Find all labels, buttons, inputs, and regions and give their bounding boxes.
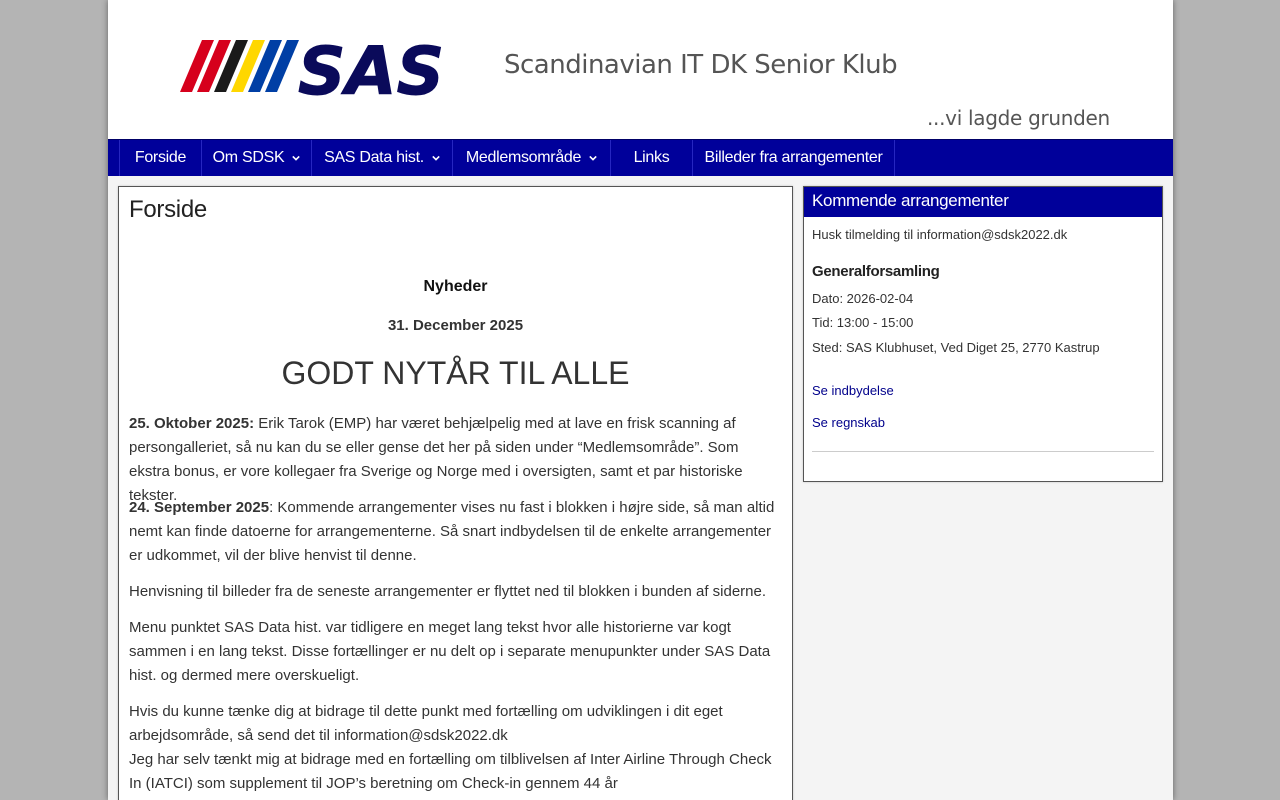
divider bbox=[812, 451, 1154, 452]
news-text: Erik Tarok (EMP) har været behjælpelig med at lave en frisk scanning af persongalleriet, så nu kan du se eller gense det her på siden under “Medlemsområde”. Som ekstra bonus, er vore kollegaer fra Sverige og Norge med i oversigten, samt et par historiske tekster. bbox=[129, 415, 743, 504]
main-content bbox=[118, 186, 793, 800]
chevron-down-icon bbox=[589, 154, 597, 162]
news-date-bold: 25. Oktober 2025: bbox=[129, 415, 255, 432]
nav-item-label: Billeder fra arrangementer bbox=[704, 149, 883, 166]
news-heading: Nyheder bbox=[423, 278, 488, 295]
nav-item-links[interactable] bbox=[610, 140, 692, 176]
news-text: : Kommende arrangementer vises nu fast i blokken i højre side, så man altid nemt kan finde datoerne for arrangementerne. Så snart indbydelsen til de enkelte arrangementer er udkommet, vil der blive henvist til denne. bbox=[129, 499, 775, 564]
news-date-bold: 24. September 2025 bbox=[129, 499, 270, 516]
site-tagline: ...vi lagde grunden bbox=[927, 106, 1110, 130]
news-paragraph-iatci: Jeg har selv tænkt mig at bidrage med en fortælling om tilblivelsen af Inter Airline Through Check In (IATCI) som supplement til JOP’s beretning om Check-in gennem 44 år bbox=[129, 751, 772, 792]
event-place: Sted: SAS Klubhuset, Ved Diget 25, 2770 Kastrup bbox=[812, 340, 1100, 355]
news-headline: GODT NYTÅR TIL ALLE bbox=[281, 355, 630, 391]
widget-title: Kommende arrangementer bbox=[804, 187, 1162, 217]
nav-item-billeder[interactable] bbox=[692, 140, 895, 176]
news-paragraph-september bbox=[129, 496, 781, 568]
nav-item-label: Om SDSK bbox=[212, 149, 285, 166]
invitation-link[interactable]: Se indbydelse bbox=[812, 383, 894, 398]
signup-reminder: Husk tilmelding til information@sdsk2022.dk bbox=[812, 227, 1068, 242]
page-title: Forside bbox=[129, 196, 207, 223]
main-navigation bbox=[108, 139, 1173, 176]
logo-text: SAS bbox=[298, 34, 445, 98]
nav-item-medlemsomraade[interactable] bbox=[452, 140, 610, 176]
event-time: Tid: 13:00 - 15:00 bbox=[812, 315, 914, 330]
site-header bbox=[108, 0, 1173, 139]
nav-item-label: Medlemsområde bbox=[465, 149, 582, 166]
accounts-link[interactable]: Se regnskab bbox=[812, 415, 885, 430]
nav-item-label: Forside bbox=[134, 149, 187, 166]
news-paragraph-oktober bbox=[129, 412, 781, 508]
chevron-down-icon bbox=[292, 154, 300, 162]
nav-item-forside[interactable] bbox=[119, 140, 201, 176]
site-title: Scandinavian IT DK Senior Klub bbox=[504, 50, 898, 80]
upcoming-events-widget bbox=[803, 186, 1163, 482]
nav-item-sas-data-hist[interactable] bbox=[311, 140, 452, 176]
page-container bbox=[108, 0, 1173, 800]
nav-item-om-sdsk[interactable] bbox=[201, 140, 311, 176]
news-date: 31. December 2025 bbox=[387, 317, 524, 334]
chevron-down-icon bbox=[432, 154, 440, 162]
event-date: Dato: 2026-02-04 bbox=[812, 291, 914, 306]
event-name: Generalforsamling bbox=[812, 263, 940, 280]
nav-item-label: SAS Data hist. bbox=[324, 149, 424, 166]
nav-item-label: Links bbox=[633, 149, 670, 166]
sas-logo[interactable] bbox=[180, 34, 480, 98]
news-paragraph-bidrag: Hvis du kunne tænke dig at bidrage til dette punkt med fortælling om udviklingen i dit eget arbejdsområde, så send det til information@sdsk2022.dk bbox=[129, 703, 723, 744]
news-paragraph-billeder: Henvisning til billeder fra de seneste arrangementer er flyttet ned til blokken i bunden af siderne. bbox=[129, 583, 767, 600]
news-paragraph-menu: Menu punktet SAS Data hist. var tidligere en meget lang tekst hvor alle historierne var kogt sammen i en lang tekst. Disse fortællinger er nu delt op i separate menupunkter under SAS Data hist. og dermed mere overskueligt. bbox=[129, 619, 771, 684]
